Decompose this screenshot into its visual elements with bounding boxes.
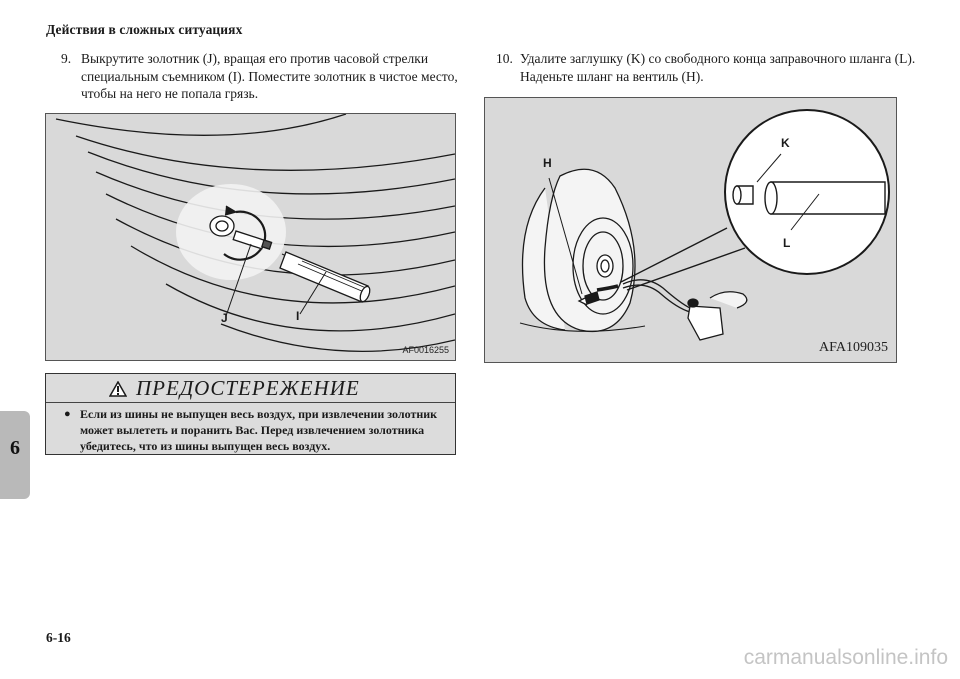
warning-title: ПРЕДОСТЕРЕЖЕНИЕ [136,376,360,400]
hose-connection-illustration [484,97,897,363]
section-title: Действия в сложных ситуациях [46,22,243,37]
warning-triangle-icon [109,381,127,397]
warning-body [64,406,449,454]
step-text: Выкрутите золотник (J), вращая его против часовой стрелки специальным съемником (I). Поместите золотник в чистое место, чтобы на него не попала грязь. [81,51,458,101]
step-number: 10. [496,51,513,66]
callout-h: H [543,156,552,170]
step-9 [61,50,461,103]
warning-text: Если из шины не выпущен весь воздух, при извлечении золотник может вылететь и поранить Вас. Перед извлечением золотника убедитесь, что из шины выпущен весь воздух. [80,407,438,453]
tire-tread-drawing [46,114,455,360]
page-number: 6-16 [46,630,71,645]
callout-i: I [296,309,300,323]
watermark: carmanualsonline.info [743,646,948,669]
warning-header [46,374,455,403]
callout-j: J [221,311,228,325]
figure-code: AF0016255 [402,345,449,355]
callout-k: K [781,136,790,150]
bullet-icon: ● [64,408,71,420]
step-10 [496,50,916,85]
figure-code: AFA109035 [819,340,888,355]
step-number: 9. [61,51,72,66]
step-text: Удалите заглушку (K) со свободного конца заправочного шланга (L). Наденьте шланг на вентиль (H). [520,51,916,84]
chapter-number: 6 [10,437,20,459]
warning-box [45,373,456,455]
tire-hose-drawing [485,98,896,362]
callout-l: L [783,236,791,250]
valve-core-removal-illustration [45,113,456,361]
